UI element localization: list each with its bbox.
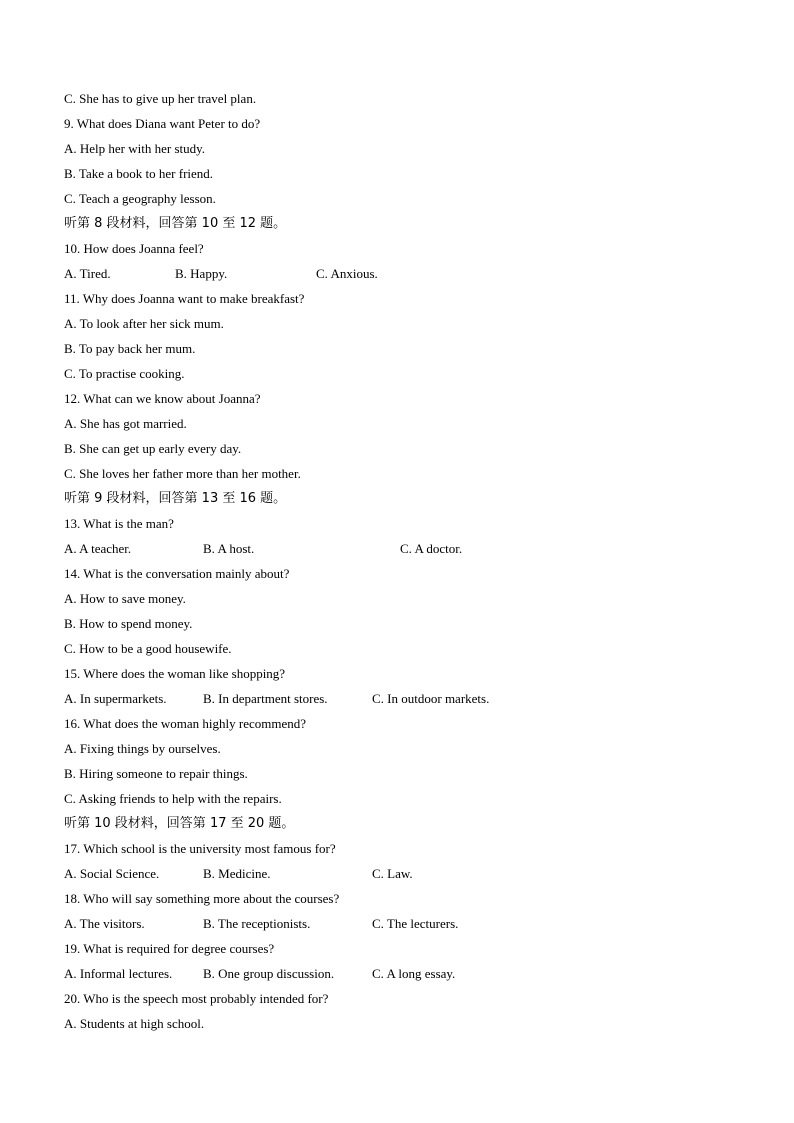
question-line: 14. What is the conversation mainly about? — [64, 566, 290, 581]
option-line: C. Asking friends to help with the repairs. — [64, 791, 282, 806]
option-c: C. A doctor. — [400, 541, 463, 556]
option-line: B. Take a book to her friend. — [64, 166, 214, 181]
option-a: A. A teacher. — [64, 541, 132, 556]
option-line: C. Teach a geography lesson. — [64, 191, 216, 206]
options-row — [64, 689, 514, 709]
option-line: A. To look after her sick mum. — [64, 316, 224, 331]
option-c: C. A long essay. — [372, 966, 456, 981]
option-a: A. Social Science. — [64, 866, 160, 881]
question-line: 16. What does the woman highly recommend? — [64, 716, 307, 731]
option-line: C. To practise cooking. — [64, 366, 185, 381]
question-line: 19. What is required for degree courses? — [64, 941, 275, 956]
question-line: 11. Why does Joanna want to make breakfast? — [64, 291, 305, 306]
section-heading: 听第 10 段材料，回答第 17 至 20 题。 — [64, 816, 295, 831]
option-line: B. How to spend money. — [64, 616, 193, 631]
option-b: B. Medicine. — [203, 866, 271, 881]
question-line: 10. How does Joanna feel? — [64, 241, 204, 256]
question-line: 15. Where does the woman like shopping? — [64, 666, 286, 681]
question-line: 9. What does Diana want Peter to do? — [64, 116, 261, 131]
section-heading: 听第 8 段材料，回答第 10 至 12 题。 — [64, 216, 287, 231]
options-row — [64, 914, 504, 934]
options-row — [64, 964, 504, 984]
question-line: 13. What is the man? — [64, 516, 174, 531]
option-b: B. In department stores. — [203, 691, 328, 706]
option-line: A. Fixing things by ourselves. — [64, 741, 221, 756]
option-line: B. She can get up early every day. — [64, 441, 242, 456]
question-line: 18. Who will say something more about the courses? — [64, 891, 340, 906]
option-b: B. One group discussion. — [203, 966, 335, 981]
option-b: B. The receptionists. — [203, 916, 311, 931]
options-row — [64, 539, 504, 559]
question-line: 20. Who is the speech most probably intended for? — [64, 991, 329, 1006]
option-line: C. How to be a good housewife. — [64, 641, 232, 656]
section-heading: 听第 9 段材料，回答第 13 至 16 题。 — [64, 491, 287, 506]
options-row — [64, 864, 484, 884]
option-a: A. The visitors. — [64, 916, 145, 931]
option-a: A. Tired. — [64, 266, 111, 281]
option-a: A. In supermarkets. — [64, 691, 167, 706]
question-line: 12. What can we know about Joanna? — [64, 391, 261, 406]
option-line: A. She has got married. — [64, 416, 187, 431]
option-line: B. To pay back her mum. — [64, 341, 196, 356]
option-c: C. The lecturers. — [372, 916, 459, 931]
question-line: 17. Which school is the university most famous for? — [64, 841, 336, 856]
option-a: A. Informal lectures. — [64, 966, 173, 981]
option-c: C. In outdoor markets. — [372, 691, 490, 706]
option-line: A. How to save money. — [64, 591, 186, 606]
option-b: B. A host. — [203, 541, 255, 556]
option-line: B. Hiring someone to repair things. — [64, 766, 248, 781]
options-row — [64, 264, 464, 284]
option-line: A. Help her with her study. — [64, 141, 206, 156]
option-c: C. Anxious. — [316, 266, 378, 281]
option-line: C. She loves her father more than her mother. — [64, 466, 301, 481]
option-line: A. Students at high school. — [64, 1016, 205, 1031]
option-line: C. She has to give up her travel plan. — [64, 91, 257, 106]
option-c: C. Law. — [372, 866, 413, 881]
option-b: B. Happy. — [175, 266, 228, 281]
